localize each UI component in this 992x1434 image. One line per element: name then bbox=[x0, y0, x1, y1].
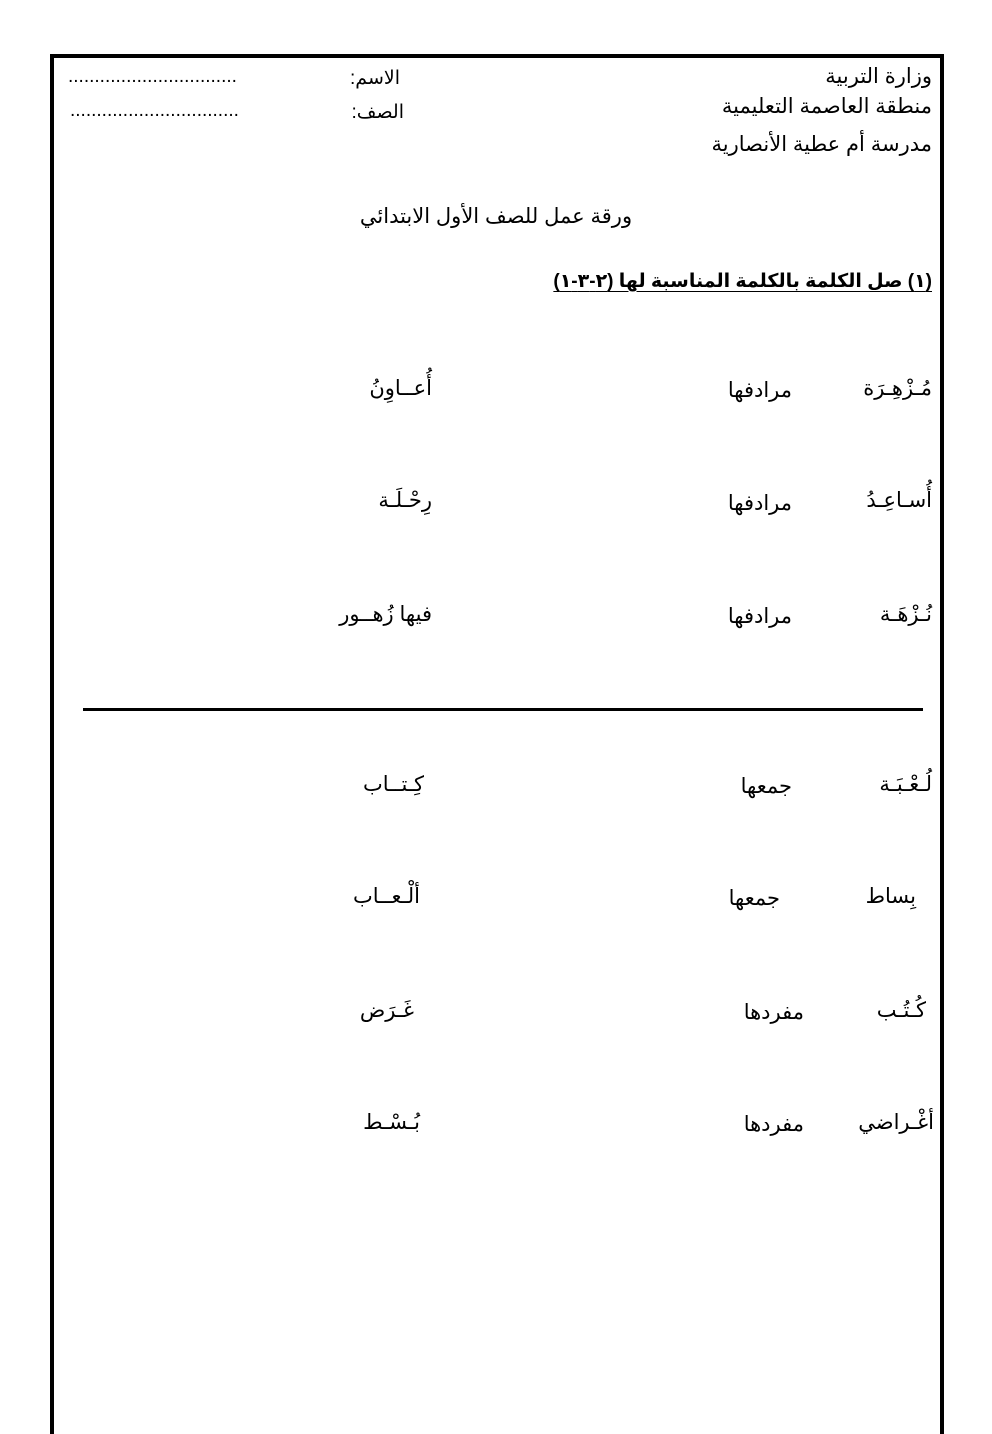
worksheet-title: ورقة عمل للصف الأول الابتدائي bbox=[359, 205, 633, 228]
section2-word-1: لُـعْـبَـة bbox=[879, 773, 932, 796]
section1-relation-2: مرادفها bbox=[727, 492, 792, 515]
section1-relation-3: مرادفها bbox=[727, 605, 792, 628]
section2-relation-3: مفردها bbox=[743, 1001, 804, 1024]
section-divider bbox=[83, 708, 923, 711]
section2-answer-3: غَـرَض bbox=[359, 999, 414, 1022]
page-frame bbox=[50, 54, 944, 1434]
section1-word-3: نُـزْهَـة bbox=[879, 603, 932, 626]
section2-relation-2: جمعها bbox=[728, 887, 780, 910]
section2-word-3: كُـتُـب bbox=[876, 999, 926, 1022]
section1-answer-1: أُعــاوِنُ bbox=[369, 377, 432, 400]
section1-word-2: أُسـاعِـدُ bbox=[866, 489, 932, 512]
section2-answer-1: كِـتــاب bbox=[363, 773, 424, 796]
section2-answer-4: بُـسْـط bbox=[363, 1111, 420, 1134]
section1-word-1: مُـزْهِـرَة bbox=[863, 377, 932, 400]
section2-word-4: أغْـراضي bbox=[858, 1111, 934, 1134]
name-field[interactable]: ................................ bbox=[68, 66, 237, 87]
section2-answer-2: ألْـعــاب bbox=[353, 885, 420, 908]
section2-relation-4: مفردها bbox=[743, 1113, 804, 1136]
class-field[interactable]: ................................ bbox=[70, 100, 239, 121]
section2-word-2: بِساط bbox=[865, 885, 916, 908]
question-heading: (١) صل الكلمة بالكلمة المناسبة لها (٢-٣-١) bbox=[553, 271, 932, 292]
ministry-label: وزارة التربية bbox=[825, 65, 932, 88]
school-label: مدرسة أم عطية الأنصارية bbox=[711, 133, 932, 156]
name-label: الاسم: bbox=[350, 68, 400, 89]
section1-answer-2: رِحْـلَـة bbox=[378, 489, 432, 512]
section1-relation-1: مرادفها bbox=[727, 379, 792, 402]
district-label: منطقة العاصمة التعليمية bbox=[721, 95, 932, 118]
section1-answer-3: فيها زُهــور bbox=[339, 603, 432, 626]
section2-relation-1: جمعها bbox=[740, 775, 792, 798]
class-label: الصف: bbox=[351, 102, 404, 123]
